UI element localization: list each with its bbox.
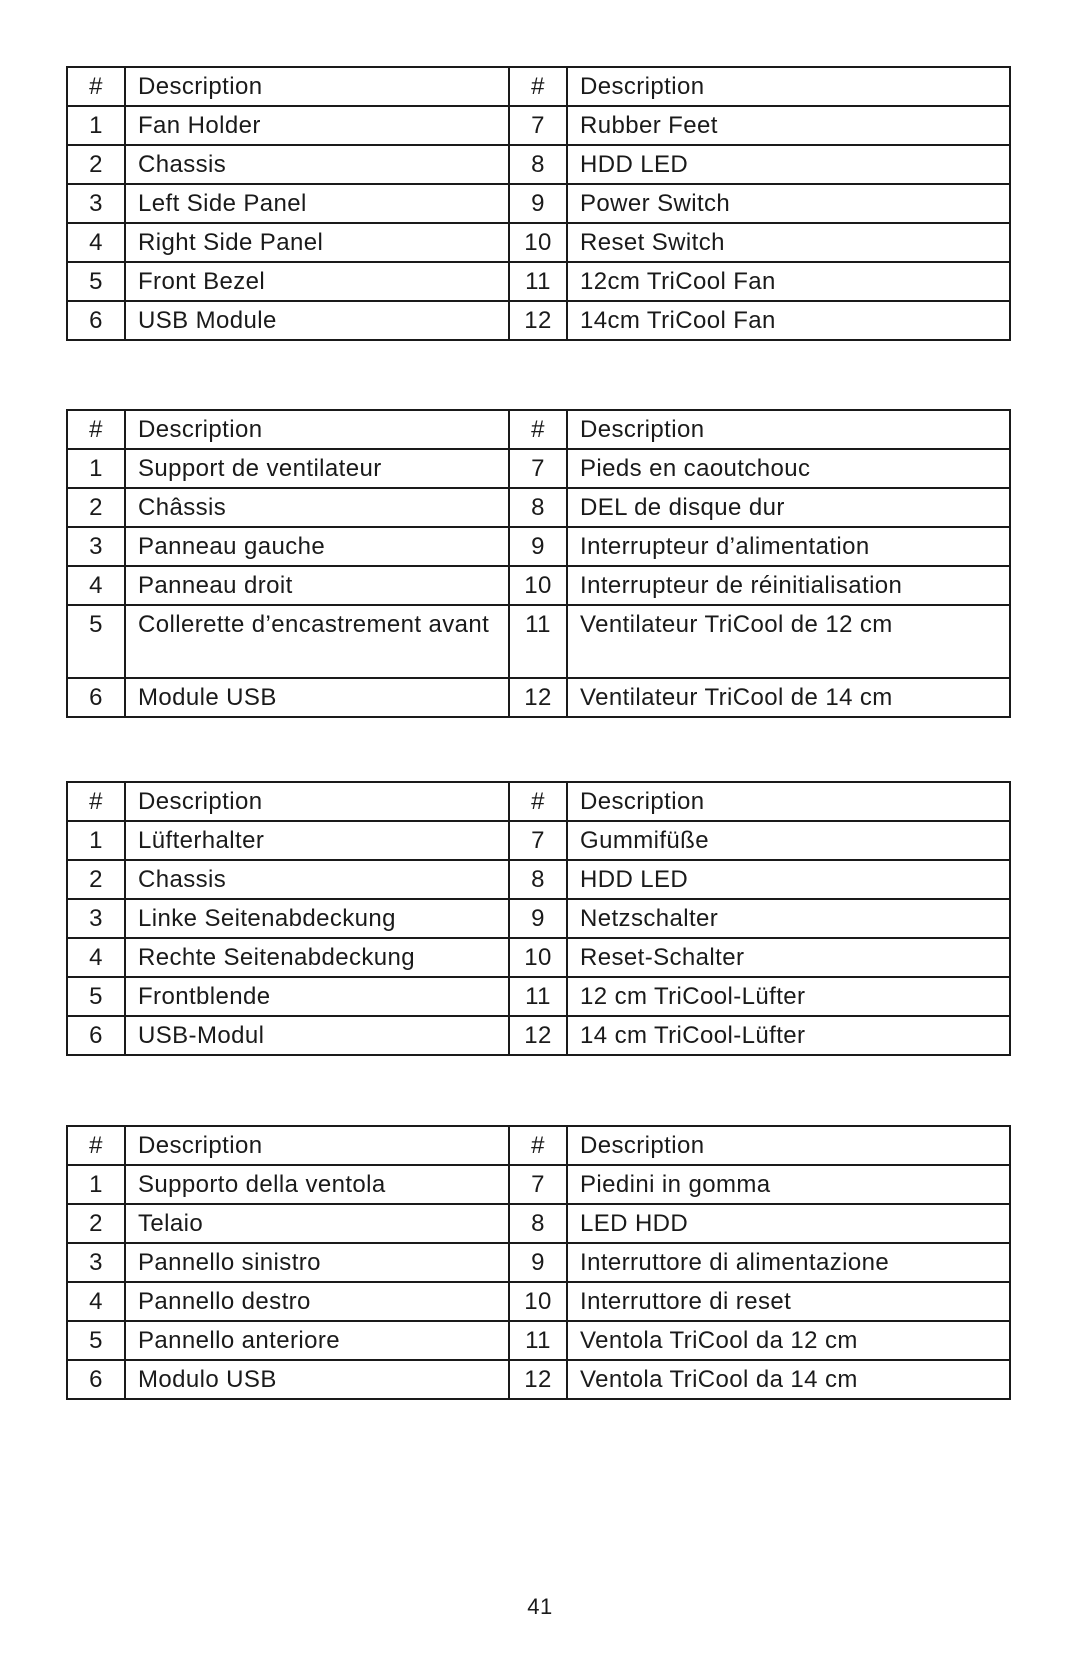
part-number: 1 bbox=[67, 821, 125, 860]
part-number: 2 bbox=[67, 488, 125, 527]
header-description: Description bbox=[125, 67, 509, 106]
part-number: 4 bbox=[67, 1282, 125, 1321]
part-number: 6 bbox=[67, 1016, 125, 1055]
header-description: Description bbox=[567, 67, 1010, 106]
part-number: 6 bbox=[67, 301, 125, 340]
part-description: Interrupteur d’alimentation bbox=[567, 527, 1010, 566]
parts-table-italian bbox=[66, 1125, 1011, 1400]
header-num: # bbox=[67, 1126, 125, 1165]
part-description: Fan Holder bbox=[125, 106, 509, 145]
part-number: 8 bbox=[509, 145, 567, 184]
part-description: 14cm TriCool Fan bbox=[567, 301, 1010, 340]
part-description: Panneau droit bbox=[125, 566, 509, 605]
part-description: Ventola TriCool da 14 cm bbox=[567, 1360, 1010, 1399]
header-description: Description bbox=[567, 410, 1010, 449]
part-description: Power Switch bbox=[567, 184, 1010, 223]
part-number: 4 bbox=[67, 223, 125, 262]
header-description: Description bbox=[125, 410, 509, 449]
header-num: # bbox=[67, 410, 125, 449]
part-description: USB-Modul bbox=[125, 1016, 509, 1055]
part-description: Reset-Schalter bbox=[567, 938, 1010, 977]
part-number: 7 bbox=[509, 449, 567, 488]
part-description: Supporto della ventola bbox=[125, 1165, 509, 1204]
table-row bbox=[67, 899, 1010, 938]
part-description: Piedini in gomma bbox=[567, 1165, 1010, 1204]
part-description: Reset Switch bbox=[567, 223, 1010, 262]
table-row bbox=[67, 262, 1010, 301]
part-number: 12 bbox=[509, 301, 567, 340]
header-num: # bbox=[509, 1126, 567, 1165]
table-row bbox=[67, 1165, 1010, 1204]
part-number: 10 bbox=[509, 566, 567, 605]
part-number: 5 bbox=[67, 605, 125, 678]
table-row bbox=[67, 678, 1010, 717]
part-description: Ventola TriCool da 12 cm bbox=[567, 1321, 1010, 1360]
part-description: Collerette d’encastrement avant bbox=[125, 605, 509, 678]
part-number: 2 bbox=[67, 860, 125, 899]
part-description: Telaio bbox=[125, 1204, 509, 1243]
header-description: Description bbox=[567, 1126, 1010, 1165]
table-header-row bbox=[67, 1126, 1010, 1165]
table-row bbox=[67, 977, 1010, 1016]
table-row bbox=[67, 860, 1010, 899]
part-number: 7 bbox=[509, 106, 567, 145]
part-number: 3 bbox=[67, 527, 125, 566]
table-row bbox=[67, 605, 1010, 678]
part-description: 12cm TriCool Fan bbox=[567, 262, 1010, 301]
table-row bbox=[67, 1360, 1010, 1399]
part-number: 7 bbox=[509, 1165, 567, 1204]
part-number: 8 bbox=[509, 488, 567, 527]
part-number: 12 bbox=[509, 678, 567, 717]
parts-table-german bbox=[66, 781, 1011, 1056]
part-description: Interrupteur de réinitialisation bbox=[567, 566, 1010, 605]
table-row bbox=[67, 1016, 1010, 1055]
part-number: 10 bbox=[509, 1282, 567, 1321]
part-description: Chassis bbox=[125, 145, 509, 184]
part-description: Linke Seitenabdeckung bbox=[125, 899, 509, 938]
part-number: 7 bbox=[509, 821, 567, 860]
part-number: 1 bbox=[67, 1165, 125, 1204]
part-number: 10 bbox=[509, 223, 567, 262]
part-description: Pannello sinistro bbox=[125, 1243, 509, 1282]
part-description: Ventilateur TriCool de 14 cm bbox=[567, 678, 1010, 717]
part-number: 4 bbox=[67, 566, 125, 605]
part-description: Ventilateur TriCool de 12 cm bbox=[567, 605, 1010, 678]
table-row bbox=[67, 527, 1010, 566]
part-description: Right Side Panel bbox=[125, 223, 509, 262]
part-description: Frontblende bbox=[125, 977, 509, 1016]
part-description: Module USB bbox=[125, 678, 509, 717]
part-description: Pieds en caoutchouc bbox=[567, 449, 1010, 488]
part-description: Modulo USB bbox=[125, 1360, 509, 1399]
part-description: LED HDD bbox=[567, 1204, 1010, 1243]
table-row bbox=[67, 145, 1010, 184]
part-number: 1 bbox=[67, 106, 125, 145]
parts-table-english bbox=[66, 66, 1011, 341]
part-number: 3 bbox=[67, 184, 125, 223]
part-number: 11 bbox=[509, 1321, 567, 1360]
part-number: 5 bbox=[67, 977, 125, 1016]
part-number: 1 bbox=[67, 449, 125, 488]
table-row bbox=[67, 449, 1010, 488]
part-description: 12 cm TriCool-Lüfter bbox=[567, 977, 1010, 1016]
header-num: # bbox=[509, 67, 567, 106]
part-number: 2 bbox=[67, 145, 125, 184]
part-description: Rechte Seitenabdeckung bbox=[125, 938, 509, 977]
table-row bbox=[67, 301, 1010, 340]
header-num: # bbox=[509, 782, 567, 821]
table-header-row bbox=[67, 782, 1010, 821]
part-description: Netzschalter bbox=[567, 899, 1010, 938]
part-description: HDD LED bbox=[567, 145, 1010, 184]
table-row bbox=[67, 1282, 1010, 1321]
table-row bbox=[67, 1243, 1010, 1282]
part-number: 10 bbox=[509, 938, 567, 977]
part-number: 11 bbox=[509, 262, 567, 301]
part-description: USB Module bbox=[125, 301, 509, 340]
part-number: 8 bbox=[509, 860, 567, 899]
part-description: Interruttore di reset bbox=[567, 1282, 1010, 1321]
part-number: 9 bbox=[509, 899, 567, 938]
part-number: 11 bbox=[509, 977, 567, 1016]
table-header-row bbox=[67, 410, 1010, 449]
part-number: 12 bbox=[509, 1016, 567, 1055]
part-description: Gummifüße bbox=[567, 821, 1010, 860]
part-number: 9 bbox=[509, 184, 567, 223]
part-description: Panneau gauche bbox=[125, 527, 509, 566]
header-num: # bbox=[509, 410, 567, 449]
header-description: Description bbox=[567, 782, 1010, 821]
table-row bbox=[67, 938, 1010, 977]
part-number: 2 bbox=[67, 1204, 125, 1243]
header-num: # bbox=[67, 782, 125, 821]
part-description: Lüfterhalter bbox=[125, 821, 509, 860]
table-row bbox=[67, 488, 1010, 527]
part-description: Left Side Panel bbox=[125, 184, 509, 223]
part-number: 5 bbox=[67, 1321, 125, 1360]
part-number: 12 bbox=[509, 1360, 567, 1399]
table-row bbox=[67, 223, 1010, 262]
table-row bbox=[67, 184, 1010, 223]
parts-table-french bbox=[66, 409, 1011, 718]
part-description: Interruttore di alimentazione bbox=[567, 1243, 1010, 1282]
header-description: Description bbox=[125, 1126, 509, 1165]
table-row bbox=[67, 1321, 1010, 1360]
part-number: 6 bbox=[67, 678, 125, 717]
part-number: 3 bbox=[67, 1243, 125, 1282]
part-description: Support de ventilateur bbox=[125, 449, 509, 488]
part-number: 3 bbox=[67, 899, 125, 938]
part-number: 4 bbox=[67, 938, 125, 977]
header-num: # bbox=[67, 67, 125, 106]
part-number: 5 bbox=[67, 262, 125, 301]
part-description: Châssis bbox=[125, 488, 509, 527]
part-description: DEL de disque dur bbox=[567, 488, 1010, 527]
part-description: 14 cm TriCool-Lüfter bbox=[567, 1016, 1010, 1055]
table-row bbox=[67, 821, 1010, 860]
part-description: Pannello destro bbox=[125, 1282, 509, 1321]
table-row bbox=[67, 566, 1010, 605]
part-description: HDD LED bbox=[567, 860, 1010, 899]
part-number: 9 bbox=[509, 527, 567, 566]
table-row bbox=[67, 1204, 1010, 1243]
table-row bbox=[67, 106, 1010, 145]
part-description: Front Bezel bbox=[125, 262, 509, 301]
part-number: 9 bbox=[509, 1243, 567, 1282]
table-header-row bbox=[67, 67, 1010, 106]
part-number: 8 bbox=[509, 1204, 567, 1243]
part-number: 6 bbox=[67, 1360, 125, 1399]
part-number: 11 bbox=[509, 605, 567, 678]
part-description: Rubber Feet bbox=[567, 106, 1010, 145]
part-description: Chassis bbox=[125, 860, 509, 899]
header-description: Description bbox=[125, 782, 509, 821]
page-number: 41 bbox=[527, 1594, 553, 1619]
part-description: Pannello anteriore bbox=[125, 1321, 509, 1360]
